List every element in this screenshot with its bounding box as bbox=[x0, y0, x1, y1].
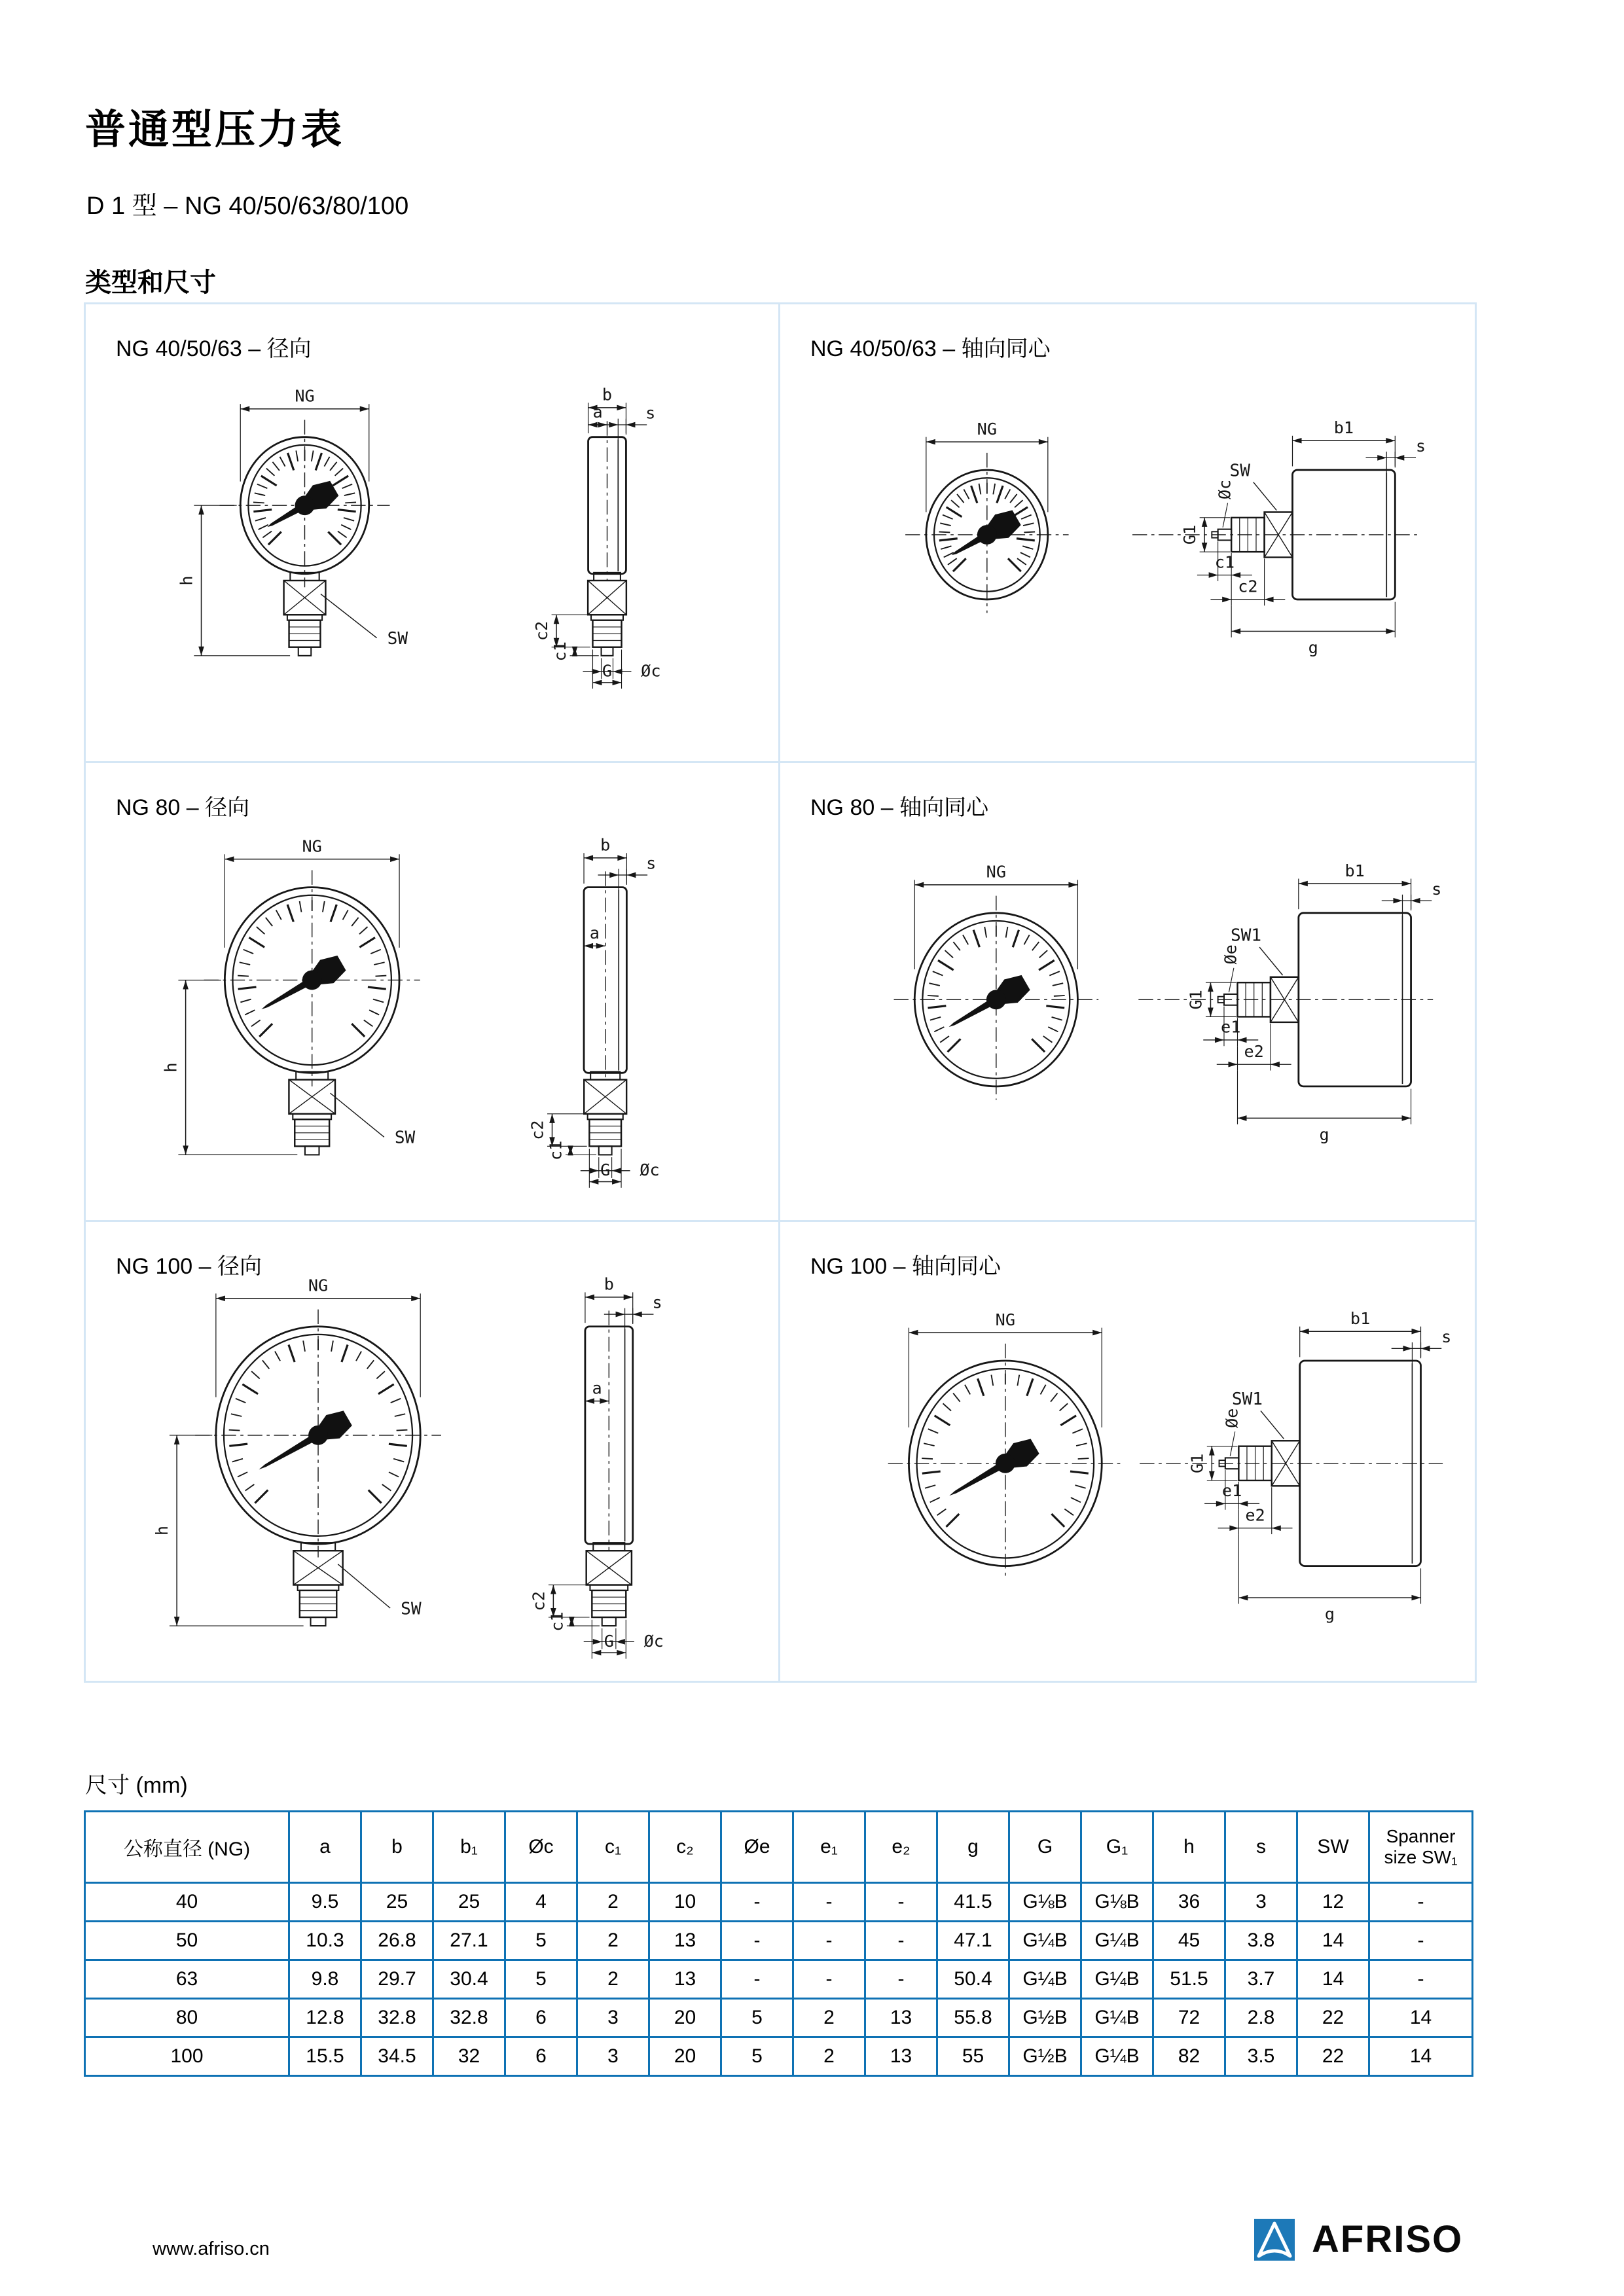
table-cell: - bbox=[865, 1960, 937, 1999]
table-cell: 14 bbox=[1297, 1960, 1369, 1999]
gauge-front-view bbox=[195, 1310, 441, 1558]
table-cell: - bbox=[793, 1960, 865, 1999]
table-cell: 2 bbox=[793, 2037, 865, 2076]
dim-label: s bbox=[1415, 437, 1426, 456]
drawings-grid bbox=[84, 302, 1477, 1683]
column-header: s bbox=[1225, 1812, 1297, 1883]
table-cell: 15.5 bbox=[289, 2037, 361, 2076]
pointer bbox=[255, 952, 348, 1021]
table-cell: 3.8 bbox=[1225, 1922, 1297, 1960]
panel-ng100-axial bbox=[780, 1222, 1475, 1681]
table-cell: 6 bbox=[505, 2037, 577, 2076]
technical-drawing-radial-medium bbox=[88, 810, 778, 1213]
table-cell: 25 bbox=[361, 1883, 433, 1922]
table-cell: 3.7 bbox=[1225, 1960, 1297, 1999]
footer-url: www.afriso.cn bbox=[153, 2238, 270, 2259]
dim-label: NG bbox=[295, 386, 315, 406]
gauge-side-view bbox=[1132, 418, 1426, 657]
dim-label: b bbox=[604, 1274, 614, 1294]
table-cell: 20 bbox=[649, 1999, 721, 2037]
gauge-front-view bbox=[220, 420, 390, 588]
dim-label: SW1 bbox=[1230, 925, 1262, 946]
table-cell: 5 bbox=[505, 1922, 577, 1960]
dim-label: h bbox=[177, 575, 196, 586]
table-cell: 12.8 bbox=[289, 1999, 361, 2037]
panel-ng40-63-radial bbox=[86, 304, 780, 763]
technical-drawing-axial-medium bbox=[783, 810, 1472, 1213]
section-heading-dimensions: 尺寸 (mm) bbox=[85, 1773, 188, 1798]
table-cell: 30.4 bbox=[433, 1960, 505, 1999]
table-cell: - bbox=[1369, 1922, 1473, 1960]
table-cell: G¼B bbox=[1009, 1922, 1081, 1960]
dim-label: g bbox=[1308, 638, 1318, 658]
table-row bbox=[85, 1883, 1473, 1922]
column-header: a bbox=[289, 1812, 361, 1883]
dimensions-table bbox=[84, 1810, 1473, 2077]
column-header: Øc bbox=[505, 1812, 577, 1883]
afriso-logo-icon bbox=[1254, 2219, 1295, 2261]
table-cell: G¼B bbox=[1081, 1960, 1153, 1999]
table-cell: 12 bbox=[1297, 1883, 1369, 1922]
dim-label: NG bbox=[995, 1310, 1016, 1329]
dim-label: h bbox=[161, 1062, 181, 1073]
column-header: h bbox=[1153, 1812, 1225, 1883]
dim-label: g bbox=[1324, 1604, 1335, 1624]
dim-label: Øc bbox=[640, 1160, 660, 1180]
column-header: b bbox=[361, 1812, 433, 1883]
gauge-side-view bbox=[532, 386, 660, 689]
gauge-side-view bbox=[529, 1275, 664, 1659]
table-cell: 55 bbox=[937, 2037, 1009, 2076]
dim-label: c2 bbox=[532, 620, 552, 641]
dim-label: s bbox=[1432, 879, 1442, 899]
table-cell: 25 bbox=[433, 1883, 505, 1922]
table-cell: 27.1 bbox=[433, 1922, 505, 1960]
panel-label: NG 40/50/63 – 轴向同心 bbox=[810, 336, 1051, 361]
table-cell: 13 bbox=[865, 2037, 937, 2076]
column-header: c₁ bbox=[577, 1812, 649, 1883]
dim-label: G bbox=[604, 1631, 614, 1651]
table-cell: - bbox=[865, 1922, 937, 1960]
table-cell: 22 bbox=[1297, 2037, 1369, 2076]
dim-label: g bbox=[1319, 1125, 1329, 1144]
panel-ng80-axial bbox=[780, 763, 1475, 1222]
table-cell: 6 bbox=[505, 1999, 577, 2037]
dim-label: Øe bbox=[1222, 1408, 1242, 1428]
table-cell: 2 bbox=[577, 1883, 649, 1922]
dim-label: SW bbox=[387, 629, 408, 649]
table-cell: 13 bbox=[649, 1922, 721, 1960]
dim-label: SW bbox=[401, 1599, 422, 1619]
dim-label: e1 bbox=[1221, 1481, 1242, 1501]
dim-label: b bbox=[602, 385, 613, 404]
dim-label: c2 bbox=[1238, 577, 1258, 596]
table-cell: G¼B bbox=[1009, 1960, 1081, 1999]
dim-label: NG bbox=[977, 419, 998, 439]
dim-label: G bbox=[600, 1160, 611, 1180]
afriso-logo bbox=[1254, 2217, 1463, 2261]
table-cell: 3 bbox=[577, 1999, 649, 2037]
gauge-front-view bbox=[888, 1344, 1123, 1579]
dim-label: SW1 bbox=[1231, 1390, 1263, 1410]
table-cell: 5 bbox=[721, 2037, 793, 2076]
dim-label: s bbox=[652, 1293, 662, 1312]
table-cell: 5 bbox=[721, 1999, 793, 2037]
dim-label: G1 bbox=[1187, 1453, 1207, 1473]
table-cell: 2 bbox=[793, 1999, 865, 2037]
column-header: Øe bbox=[721, 1812, 793, 1883]
table-cell: 14 bbox=[1369, 1999, 1473, 2037]
panel-label: NG 80 – 轴向同心 bbox=[810, 795, 989, 820]
panel-label: NG 100 – 轴向同心 bbox=[810, 1254, 1001, 1279]
table-cell: 13 bbox=[865, 1999, 937, 2037]
table-row bbox=[85, 2037, 1473, 2076]
table-cell: - bbox=[721, 1960, 793, 1999]
table-cell: - bbox=[1369, 1883, 1473, 1922]
dim-label: G bbox=[602, 661, 613, 681]
technical-drawing-axial-small bbox=[783, 351, 1472, 755]
connection-stem bbox=[584, 1071, 626, 1155]
table-cell: 20 bbox=[649, 2037, 721, 2076]
table-cell: - bbox=[865, 1883, 937, 1922]
table-cell: 2 bbox=[577, 1960, 649, 1999]
table-cell: 47.1 bbox=[937, 1922, 1009, 1960]
column-header: G₁ bbox=[1081, 1812, 1153, 1883]
technical-drawing-axial-large bbox=[783, 1269, 1472, 1672]
section-heading-types: 类型和尺寸 bbox=[85, 268, 216, 297]
table-cell: - bbox=[1369, 1960, 1473, 1999]
dim-label: c2 bbox=[529, 1591, 549, 1611]
dim-label: Øe bbox=[1221, 944, 1240, 965]
table-cell: 45 bbox=[1153, 1922, 1225, 1960]
panel-label: NG 100 – 径向 bbox=[116, 1254, 262, 1279]
dim-label: s bbox=[645, 403, 656, 423]
column-header: e₂ bbox=[865, 1812, 937, 1883]
afriso-logo-text: AFRISO bbox=[1312, 2218, 1464, 2261]
dim-label: e2 bbox=[1245, 1505, 1265, 1525]
gauge-side-view bbox=[528, 836, 660, 1188]
table-cell: 14 bbox=[1297, 1922, 1369, 1960]
table-cell: G⅛B bbox=[1009, 1883, 1081, 1922]
table-cell: 36 bbox=[1153, 1883, 1225, 1922]
dim-label: a bbox=[592, 402, 603, 422]
table-row bbox=[85, 1922, 1473, 1960]
dim-label: c1 bbox=[546, 1140, 566, 1161]
dim-label: e1 bbox=[1221, 1017, 1241, 1037]
table-cell: G½B bbox=[1009, 1999, 1081, 2037]
table-cell: 55.8 bbox=[937, 1999, 1009, 2037]
table-cell: 40 bbox=[85, 1883, 289, 1922]
dim-label: SW bbox=[1229, 461, 1250, 481]
table-cell: 29.7 bbox=[361, 1960, 433, 1999]
pointer bbox=[261, 476, 341, 539]
table-cell: G¼B bbox=[1081, 2037, 1153, 2076]
column-header: 公称直径 (NG) bbox=[85, 1812, 289, 1883]
table-cell: - bbox=[721, 1883, 793, 1922]
table-cell: 82 bbox=[1153, 2037, 1225, 2076]
table-cell: 13 bbox=[649, 1960, 721, 1999]
table-cell: 50.4 bbox=[937, 1960, 1009, 1999]
dim-label: b1 bbox=[1333, 418, 1354, 438]
table-cell: 63 bbox=[85, 1960, 289, 1999]
column-header: SW bbox=[1297, 1812, 1369, 1883]
dim-label: s bbox=[646, 853, 657, 873]
table-row bbox=[85, 1960, 1473, 1999]
column-header: Spanner size SW₁ bbox=[1369, 1812, 1473, 1883]
table-cell: 32 bbox=[433, 2037, 505, 2076]
table-cell: 10.3 bbox=[289, 1922, 361, 1960]
dim-label: SW bbox=[394, 1128, 416, 1148]
table-cell: 9.8 bbox=[289, 1960, 361, 1999]
table-cell: 4 bbox=[505, 1883, 577, 1922]
table-cell: 2.8 bbox=[1225, 1999, 1297, 2037]
dim-label: c2 bbox=[528, 1120, 547, 1140]
column-header: g bbox=[937, 1812, 1009, 1883]
pointer bbox=[943, 1435, 1041, 1507]
table-cell: 34.5 bbox=[361, 2037, 433, 2076]
dim-label: G1 bbox=[1180, 524, 1200, 545]
pointer bbox=[942, 971, 1032, 1038]
table-cell: G½B bbox=[1009, 2037, 1081, 2076]
panel-ng80-radial bbox=[86, 763, 780, 1222]
dim-label: b bbox=[600, 835, 611, 855]
table-cell: 3 bbox=[1225, 1883, 1297, 1922]
table-cell: 50 bbox=[85, 1922, 289, 1960]
table-cell: - bbox=[721, 1922, 793, 1960]
pointer bbox=[945, 506, 1024, 567]
connection-stem bbox=[588, 573, 626, 656]
table-cell: - bbox=[793, 1922, 865, 1960]
dim-label: Øc bbox=[643, 1631, 664, 1651]
dim-label: b1 bbox=[1350, 1309, 1371, 1328]
dim-label: Øc bbox=[641, 661, 661, 681]
dim-label: c1 bbox=[1214, 552, 1235, 572]
table-cell: 14 bbox=[1369, 2037, 1473, 2076]
table-cell: 22 bbox=[1297, 1999, 1369, 2037]
gauge-side-view bbox=[1140, 1309, 1451, 1624]
panel-ng100-radial bbox=[86, 1222, 780, 1681]
column-header: G bbox=[1009, 1812, 1081, 1883]
dim-label: a bbox=[592, 1378, 602, 1398]
gauge-side-view bbox=[1138, 861, 1441, 1144]
dim-label: h bbox=[153, 1525, 172, 1536]
table-cell: 72 bbox=[1153, 1999, 1225, 2037]
page-title: 普通型压力表 bbox=[85, 107, 345, 152]
connection-stem bbox=[586, 1543, 632, 1626]
table-cell: 9.5 bbox=[289, 1883, 361, 1922]
table-cell: G⅛B bbox=[1081, 1883, 1153, 1922]
column-header: b₁ bbox=[433, 1812, 505, 1883]
table-cell: 26.8 bbox=[361, 1922, 433, 1960]
column-header: e₁ bbox=[793, 1812, 865, 1883]
table-cell: 3.5 bbox=[1225, 2037, 1297, 2076]
panel-label: NG 40/50/63 – 径向 bbox=[116, 336, 312, 361]
column-header: c₂ bbox=[649, 1812, 721, 1883]
gauge-front-view bbox=[204, 870, 420, 1086]
table-cell: 41.5 bbox=[937, 1883, 1009, 1922]
panel-ng40-63-axial bbox=[780, 304, 1475, 763]
dim-label: s bbox=[1441, 1327, 1452, 1346]
dim-label: G1 bbox=[1186, 990, 1206, 1010]
gauge-front-view bbox=[905, 453, 1068, 613]
dim-label: e2 bbox=[1244, 1042, 1264, 1062]
dim-label: Øc bbox=[1215, 479, 1235, 500]
table-cell: 2 bbox=[577, 1922, 649, 1960]
dim-label: NG bbox=[308, 1276, 329, 1295]
dim-label: a bbox=[589, 924, 600, 942]
gauge-front-view bbox=[894, 896, 1099, 1100]
table-cell: G¼B bbox=[1081, 1922, 1153, 1960]
page-subtitle: D 1 型 – NG 40/50/63/80/100 bbox=[86, 192, 409, 220]
technical-drawing-radial-small bbox=[88, 351, 778, 755]
dim-label: NG bbox=[302, 836, 322, 856]
dim-label: NG bbox=[986, 862, 1007, 882]
technical-drawing-radial-large bbox=[88, 1269, 778, 1672]
dim-label: c1 bbox=[550, 641, 570, 662]
dim-label: c1 bbox=[547, 1611, 567, 1632]
table-cell: 10 bbox=[649, 1883, 721, 1922]
pointer bbox=[252, 1407, 354, 1481]
table-cell: 100 bbox=[85, 2037, 289, 2076]
table-header-row bbox=[85, 1812, 1473, 1883]
table-cell: 32.8 bbox=[361, 1999, 433, 2037]
panel-label: NG 80 – 径向 bbox=[116, 795, 250, 820]
table-cell: G¼B bbox=[1081, 1999, 1153, 2037]
dim-label: b1 bbox=[1344, 861, 1365, 880]
table-cell: - bbox=[793, 1883, 865, 1922]
table-cell: 80 bbox=[85, 1999, 289, 2037]
table-cell: 32.8 bbox=[433, 1999, 505, 2037]
table-cell: 51.5 bbox=[1153, 1960, 1225, 1999]
table-cell: 5 bbox=[505, 1960, 577, 1999]
table-row bbox=[85, 1999, 1473, 2037]
table-cell: 3 bbox=[577, 2037, 649, 2076]
